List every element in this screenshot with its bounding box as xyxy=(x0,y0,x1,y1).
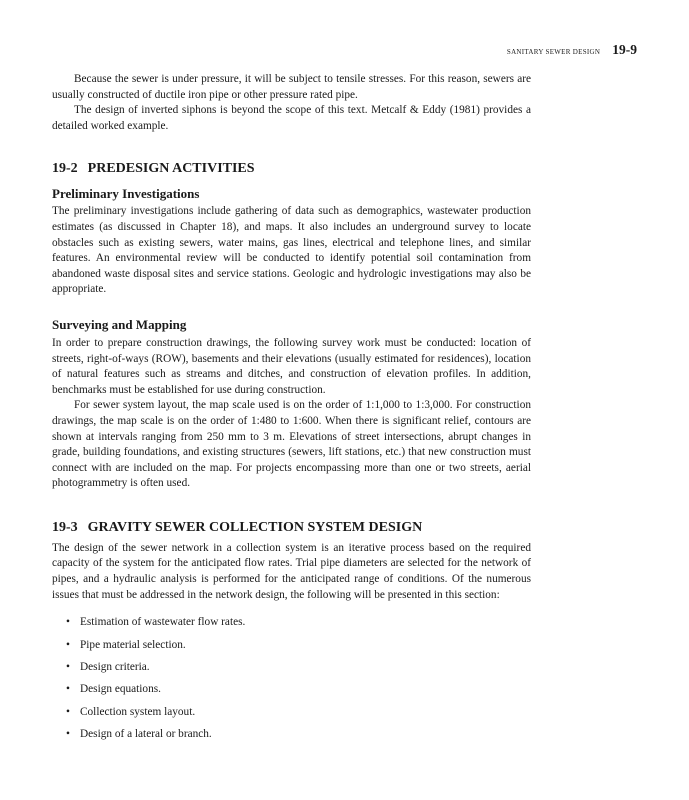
list-item: • Pipe material selection. xyxy=(66,638,531,654)
list-item: • Collection system layout. xyxy=(66,705,531,721)
running-header xyxy=(507,42,637,58)
running-title: SANITARY SEWER DESIGN xyxy=(506,48,601,56)
section-title: PREDESIGN ACTIVITIES xyxy=(87,161,255,177)
bullet-icon: • xyxy=(66,728,70,741)
section-number: 19-2 xyxy=(52,161,78,177)
paragraph: The preliminary investigations include gathering of data such as demographics, wastewater production estimates (as discussed in Chapter 18), and maps. It also includes an underground survey to locate obstacles such as existing sewers, water mains, gas lines, electrical and telephone lines, and similar features. An environmental review will be conducted to identify potential soil contamination from abandoned waste disposal sites and service stations. Geologic and hydrologic investigations may also be appropriate. xyxy=(52,205,531,296)
intro-paragraph: The design of inverted siphons is beyond the scope of this text. Metcalf & Eddy (1981) provides a detailed worked example. xyxy=(52,104,531,132)
intro-paragraph: Because the sewer is under pressure, it will be subject to tensile stresses. For this reason, sewers are usually constructed of ductile iron pipe or other pressure rated pipe. xyxy=(52,73,531,101)
list-item: • Estimation of wastewater flow rates. xyxy=(66,615,531,631)
list-item: • Design of a lateral or branch. xyxy=(66,727,531,743)
section-number: 19-3 xyxy=(52,519,78,535)
bullet-icon: • xyxy=(66,661,70,674)
paragraph: For sewer system layout, the map scale used is on the order of 1:1,000 to 1:3,000. For construction drawings, the map scale is on the order of 1:480 to 1:600. When there is significant relief, contours are shown at intervals ranging from 250 mm to 3 m. Elevations of street intersections, abrupt changes in grade, building foundations, and existing structures (sewers, lift stations, etc.) that new construction must connect with are included on the map. For projects encompassing more than one or two streets, aerial photogrammetry is often used. xyxy=(52,399,531,490)
paragraph: In order to prepare construction drawings, the following survey work must be conducted: location of streets, right-of-ways (ROW), basements and their elevations (usually estimated for residences), location of natural features such as streams and ditches, and construction of elevation profiles. In addition, benchmarks must be established for use during construction. xyxy=(52,336,531,396)
section-heading xyxy=(52,519,531,537)
subsection-heading: Preliminary Investigations xyxy=(52,186,200,202)
page-number: 19-9 xyxy=(612,42,637,57)
bullet-icon: • xyxy=(66,616,70,629)
bullet-icon: • xyxy=(66,705,70,718)
section-heading xyxy=(52,160,531,178)
body-text xyxy=(52,72,531,750)
list-item: • Design criteria. xyxy=(66,660,531,676)
section-title: GRAVITY SEWER COLLECTION SYSTEM DESIGN xyxy=(87,519,423,535)
bullet-icon: • xyxy=(66,638,70,651)
bullet-list xyxy=(52,615,531,743)
bullet-icon: • xyxy=(66,683,70,696)
list-item: • Design equations. xyxy=(66,682,531,698)
subsection-heading: Surveying and Mapping xyxy=(52,316,187,332)
paragraph: The design of the sewer network in a collection system is an iterative process based on the required capacity of the system for the anticipated flow rates. Trial pipe diameters are selected for the network of pipes, and a hydraulic analysis is performed for the anticipated range of conditions. Of the numerous issues that must be addressed in the network design, the following will be presented in this section: xyxy=(52,541,531,601)
